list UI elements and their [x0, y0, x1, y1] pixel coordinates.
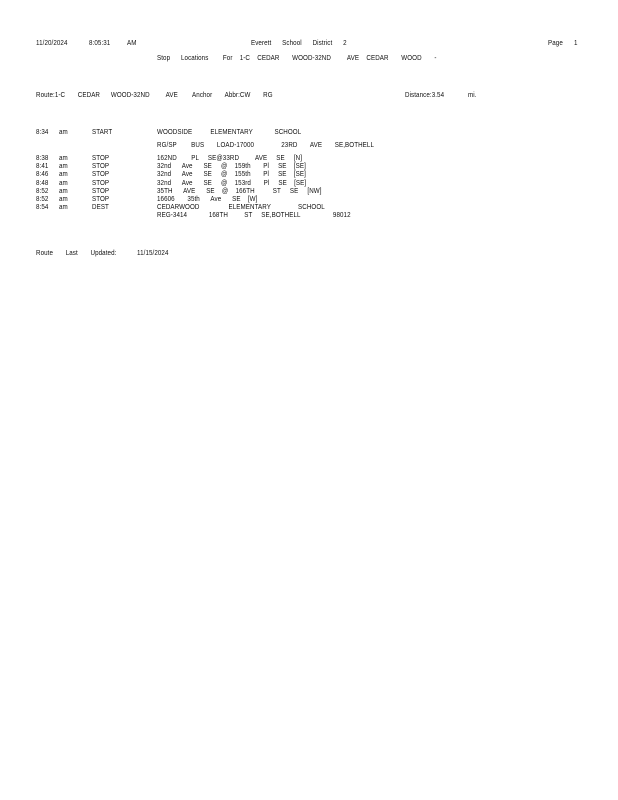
stop-time: 8:52: [36, 185, 49, 195]
stop-location: 32nd Ave SE @ 159th Pl SE [SE]: [157, 161, 306, 171]
stop-time: 8:54: [36, 202, 49, 212]
page-label: Page: [548, 38, 563, 47]
stop-type: START: [92, 127, 113, 136]
route-line: Route:1-C CEDAR WOOD-32ND AVE Anchor Abbr:CW RG: [36, 90, 273, 99]
report-time: 8:05:31: [89, 38, 111, 47]
stop-location-detail: REG-3414 168TH ST SE,BOTHELL 98012: [157, 210, 351, 220]
stop-location: 35TH AVE SE @ 166TH ST SE [NW]: [157, 185, 322, 195]
stop-ampm: am: [59, 177, 68, 187]
report-title: Everett School District 2: [251, 38, 347, 47]
stop-time: 8:48: [36, 177, 49, 187]
stop-type: DEST: [92, 202, 109, 212]
stop-location: 16606 35th Ave SE [W]: [157, 194, 258, 203]
stop-location: 32nd Ave SE @ 153rd Pl SE [SE]: [157, 177, 307, 187]
stop-type: STOP: [92, 185, 110, 195]
stop-ampm: am: [59, 202, 68, 212]
last-updated-date: 11/15/2024: [137, 248, 169, 257]
stop-ampm: am: [59, 127, 68, 136]
stop-time: 8:46: [36, 169, 49, 179]
stop-time: 8:52: [36, 194, 49, 203]
stop-type: STOP: [92, 194, 110, 203]
stop-ampm: am: [59, 153, 68, 162]
report-ampm: AM: [127, 38, 137, 47]
stop-type: STOP: [92, 177, 110, 187]
stop-type: STOP: [92, 161, 110, 171]
stop-ampm: am: [59, 161, 68, 171]
stop-ampm: am: [59, 169, 68, 179]
stop-time: 8:34: [36, 127, 49, 136]
stop-ampm: am: [59, 185, 68, 195]
stop-type: STOP: [92, 169, 110, 179]
route-distance: Distance:3.54: [405, 90, 445, 99]
stop-time: 8:38: [36, 153, 49, 162]
stop-location: 32nd Ave SE @ 155th Pl SE [SE]: [157, 169, 306, 179]
stop-type: STOP: [92, 153, 110, 162]
distance-unit: mi.: [468, 90, 477, 99]
last-updated-label: Route Last Updated:: [36, 248, 117, 257]
stop-location: WOODSIDE ELEMENTARY SCHOOL: [157, 127, 302, 136]
stop-time: 8:41: [36, 161, 49, 171]
stop-location: CEDARWOOD ELEMENTARY SCHOOL: [157, 202, 325, 212]
stop-location: 162ND PL SE@33RD AVE SE [N]: [157, 153, 303, 162]
stop-ampm: am: [59, 194, 68, 203]
stop-location-detail: RG/SP BUS LOAD-17000 23RD AVE SE,BOTHELL: [157, 140, 375, 149]
report-date: 11/20/2024: [36, 38, 68, 47]
report-subtitle: Stop Locations For 1-C CEDAR WOOD-32ND AVE CEDAR WOOD -: [157, 53, 437, 62]
page-number: 1: [574, 38, 578, 47]
